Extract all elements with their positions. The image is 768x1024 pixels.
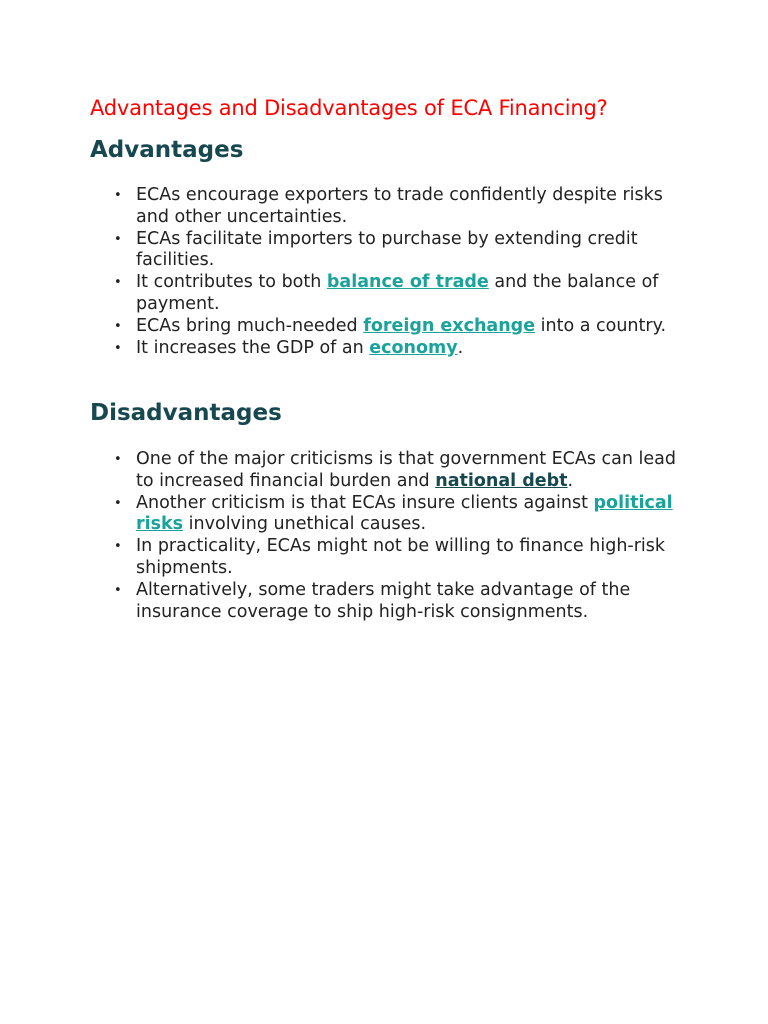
page-title: Advantages and Disadvantages of ECA Financing? (90, 96, 608, 120)
list-item: • Another criticism is that ECAs insure clients against political risks involving unethical causes. (136, 493, 676, 537)
political-risks-link[interactable]: political risks (136, 492, 673, 535)
list-item: • ECAs encourage exporters to trade confidently despite risks and other uncertainties. (136, 185, 676, 229)
list-item: • It contributes to both balance of trade and the balance of payment. (136, 272, 676, 316)
balance-of-trade-link[interactable]: balance of trade (326, 272, 489, 293)
list-item: • In practicality, ECAs might not be willing to finance high-risk shipments. (136, 536, 676, 580)
list-item: • One of the major criticisms is that government ECAs can lead to increased financial burden and national debt. (136, 449, 676, 493)
disadvantages-list (136, 449, 676, 623)
foreign-exchange-link[interactable]: foreign exchange (363, 315, 536, 336)
advantages-heading: Advantages (90, 137, 244, 163)
economy-link[interactable]: economy (369, 337, 458, 358)
list-item: • Alternatively, some traders might take advantage of the insurance coverage to ship high-risk consignments. (136, 580, 676, 624)
list-item: • ECAs facilitate importers to purchase by extending credit facilities. (136, 229, 676, 273)
disadvantages-heading: Disadvantages (90, 400, 282, 426)
advantages-list (136, 185, 676, 359)
national-debt-link[interactable]: national debt (435, 470, 568, 491)
list-item: • ECAs bring much-needed foreign exchange into a country. (136, 316, 676, 338)
list-item: • It increases the GDP of an economy. (136, 338, 676, 360)
